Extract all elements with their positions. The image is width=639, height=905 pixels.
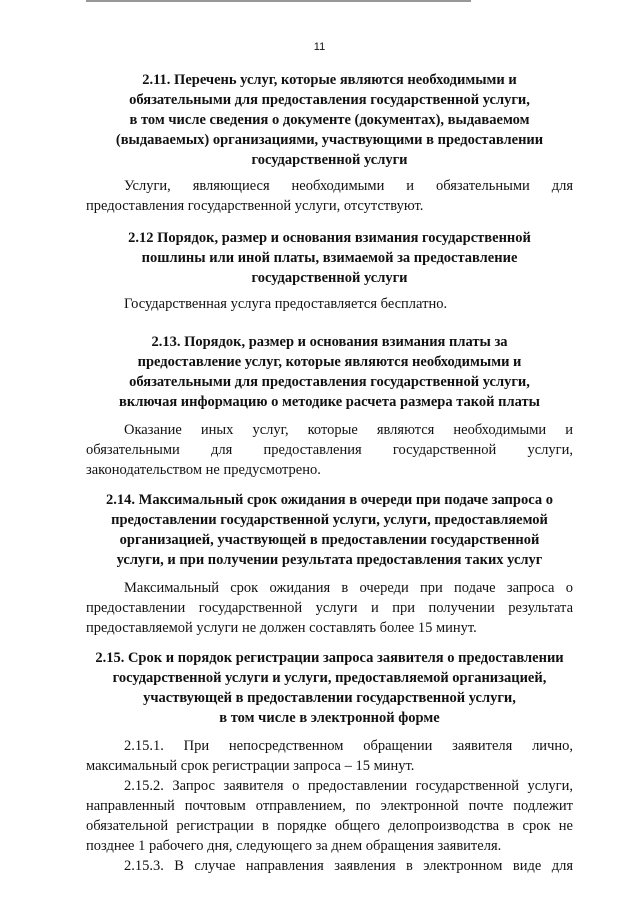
- section-2-11-paragraph: Услуги, являющиеся необходимыми и обязательными для предоставления государственной услуги, отсутствуют.: [86, 178, 573, 214]
- section-2-14-paragraph: Максимальный срок ожидания в очереди при подаче запроса о предоставлении государственной услуги и при получении результата предоставляемой услуги не должен составлять более 15 минут.: [86, 580, 573, 636]
- heading-line: предоставление услуг, которые являются необходимыми и: [137, 354, 522, 370]
- heading-line: организацией, участвующей в предоставлении государственной: [119, 532, 540, 548]
- section-2-13-heading: [86, 332, 573, 412]
- section-2-15-1-paragraph: 2.15.1. При непосредственном обращении заявителя лично, максимальный срок регистрации запроса – 15 минут.: [86, 738, 573, 774]
- section-2-15-2-paragraph: 2.15.2. Запрос заявителя о предоставлении государственной услуги, направленный почтовым отправлением, по электронной почте подлежит обязательной регистрации в порядке общего делопроизводства в срок не позднее 1 рабочего дня, следующего за днем обращения заявителя.: [86, 778, 573, 854]
- heading-line: 2.14. Максимальный срок ожидания в очереди при подаче запроса о: [106, 492, 553, 508]
- heading-line: (выдаваемых) организациями, участвующими в предоставлении: [115, 132, 544, 148]
- scan-top-edge: [86, 0, 471, 2]
- heading-line: в том числе сведения о документе (документах), выдаваемом: [129, 112, 530, 128]
- heading-line: 2.13. Порядок, размер и основания взимания платы за: [151, 334, 508, 350]
- heading-line: государственной услуги и услуги, предоставляемой организацией,: [112, 670, 547, 686]
- heading-line: включая информацию о методике расчета размера такой платы: [119, 394, 540, 410]
- section-2-12-paragraph: Государственная услуга предоставляется бесплатно.: [124, 296, 448, 312]
- heading-line: обязательными для предоставления государственной услуги,: [129, 92, 530, 108]
- heading-line: участвующей в предоставлении государственной услуги,: [143, 690, 516, 706]
- heading-line: пошлины или иной платы, взимаемой за предоставление: [141, 250, 518, 266]
- heading-line: обязательными для предоставления государственной услуги,: [129, 374, 530, 390]
- heading-line: государственной услуги: [251, 152, 408, 168]
- page-number: 11: [313, 41, 326, 53]
- heading-line: 2.15. Срок и порядок регистрации запроса заявителя о предоставлении: [95, 650, 564, 666]
- section-2-14-heading: [86, 490, 573, 570]
- section-2-11-heading: [86, 70, 573, 170]
- heading-line: услуги, и при получении результата предоставления таких услуг: [116, 552, 543, 568]
- heading-line: 2.12 Порядок, размер и основания взимания государственной: [128, 230, 531, 246]
- heading-line: государственной услуги: [251, 270, 408, 286]
- section-2-12-heading: [86, 228, 573, 288]
- section-2-15-heading: [86, 648, 573, 728]
- section-2-13-paragraph: Оказание иных услуг, которые являются необходимыми и обязательными для предоставления государственной услуги, законодательством не предусмотрено.: [86, 422, 573, 478]
- section-2-15-3-paragraph: 2.15.3. В случае направления заявления в электронном виде для: [124, 858, 573, 874]
- heading-line: 2.11. Перечень услуг, которые являются необходимыми и: [142, 72, 517, 88]
- heading-line: в том числе в электронной форме: [219, 710, 440, 726]
- heading-line: предоставлении государственной услуги, услуги, предоставляемой: [111, 512, 548, 528]
